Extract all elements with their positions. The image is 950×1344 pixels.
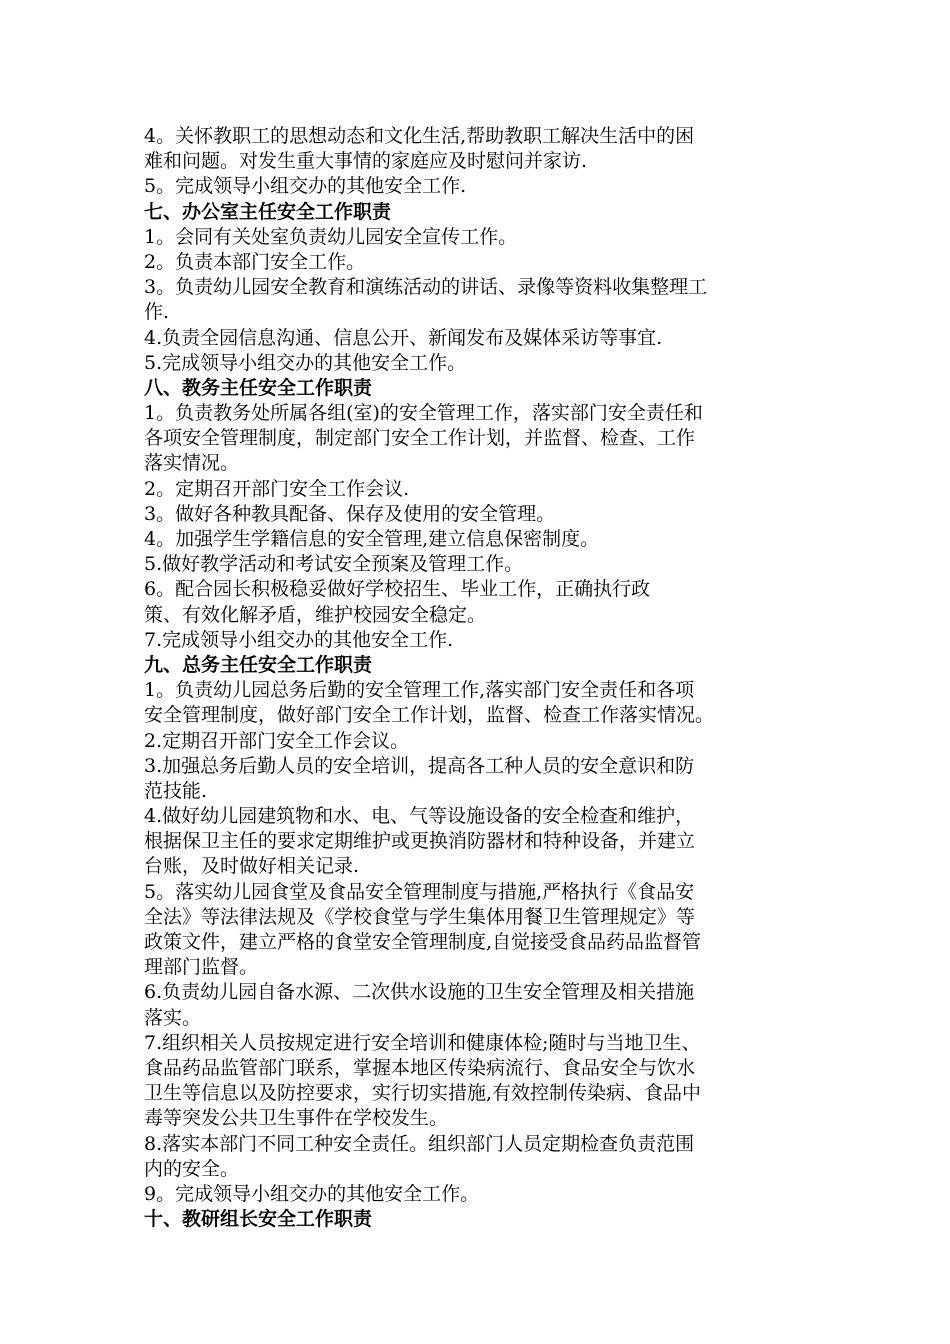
text-line: 理部门监督。: [144, 956, 259, 979]
text-line: 2。负责本部门安全工作。: [144, 250, 366, 273]
text-line: 6.负责幼儿园自备水源、二次供水设施的卫生安全管理及相关措施: [144, 981, 695, 1004]
text-line: 5.完成领导小组交办的其他安全工作。: [144, 351, 467, 374]
text-line: 3。负责幼儿园安全教育和演练活动的讲话、录像等资料收集整理工: [144, 276, 708, 299]
text-line: 2。定期召开部门安全工作会议.: [144, 477, 410, 500]
document-body: [144, 124, 814, 1232]
text-line: 食品药品监管部门联系，掌握本地区传染病流行、食品安全与饮水: [144, 1056, 696, 1079]
text-line: 落实情况。: [144, 452, 240, 475]
text-line: 作.: [144, 301, 170, 324]
section-heading: 八、教务主任安全工作职责: [144, 376, 373, 399]
text-line: 难和问题。对发生重大事情的家庭应及时慰问并家访.: [144, 150, 588, 173]
text-line: 根据保卫主任的要求定期维护或更换消防器材和特种设备，并建立: [144, 830, 696, 853]
text-line: 1。负责幼儿园总务后勤的安全管理工作,落实部门安全责任和各项: [144, 679, 695, 702]
text-line: 卫生等信息以及防控要求，实行切实措施,有效控制传染病、食品中: [144, 1082, 702, 1105]
text-line: 落实。: [144, 1006, 202, 1029]
text-line: 4。关怀教职工的思想动态和文化生活,帮助教职工解决生活中的困: [144, 125, 695, 147]
text-line: 安全管理制度，做好部门安全工作计划，监督、检查工作落实情况。: [144, 704, 715, 727]
text-line: 7.组织相关人员按规定进行安全培训和健康体检;随时与当地卫生、: [144, 1031, 701, 1054]
text-line: 1。负责教务处所属各组(室)的安全管理工作，落实部门安全责任和: [144, 402, 703, 425]
text-line: 政策文件，建立严格的食堂安全管理制度,自觉接受食品药品监督管: [144, 931, 702, 953]
text-line: 7.完成领导小组交办的其他安全工作.: [144, 628, 454, 651]
text-line: 5。完成领导小组交办的其他安全工作.: [144, 175, 467, 198]
text-line: 5。落实幼儿园食堂及食品安全管理制度与措施,严格执行《食品安: [144, 880, 695, 903]
section-heading: 十、教研组长安全工作职责: [144, 1208, 373, 1231]
text-line: 6。配合园长积极稳妥做好学校招生、毕业工作，正确执行政: [144, 578, 651, 601]
text-line: 4.做好幼儿园建筑物和水、电、气等设施设备的安全检查和维护，: [144, 805, 695, 828]
text-line: 4.负责全园信息沟通、信息公开、新闻发布及媒体采访等事宜.: [144, 326, 663, 349]
text-line: 内的安全。: [144, 1157, 240, 1180]
text-line: 策、有效化解矛盾，维护校园安全稳定。: [144, 603, 487, 626]
text-line: 4。加强学生学籍信息的安全管理,建立信息保密制度。: [144, 528, 600, 550]
text-line: 1。会同有关处室负责幼儿园安全宣传工作。: [144, 225, 518, 248]
text-line: 范技能.: [144, 779, 208, 802]
section-heading: 七、办公室主任安全工作职责: [144, 200, 392, 223]
text-line: 2.定期召开部门安全工作会议。: [144, 729, 410, 752]
section-heading: 九、总务主任安全工作职责: [144, 653, 373, 676]
text-line: 各项安全管理制度，制定部门安全工作计划，并监督、检查、工作: [144, 427, 696, 450]
text-line: 台账，及时做好相关记录.: [144, 855, 360, 878]
text-line: 3。做好各种教具配备、保存及使用的安全管理。: [144, 502, 556, 525]
text-line: 5.做好教学活动和考试安全预案及管理工作。: [144, 553, 524, 576]
text-line: 全法》等法律法规及《学校食堂与学生集体用餐卫生管理规定》等: [144, 905, 696, 928]
text-line: 3.加强总务后勤人员的安全培训，提高各工种人员的安全意识和防: [144, 754, 695, 777]
text-line: 毒等突发公共卫生事件在学校发生。: [144, 1107, 449, 1130]
text-line: 9。完成领导小组交办的其他安全工作。: [144, 1182, 480, 1205]
text-line: 8.落实本部门不同工种安全责任。组织部门人员定期检查负责范围: [144, 1132, 695, 1155]
